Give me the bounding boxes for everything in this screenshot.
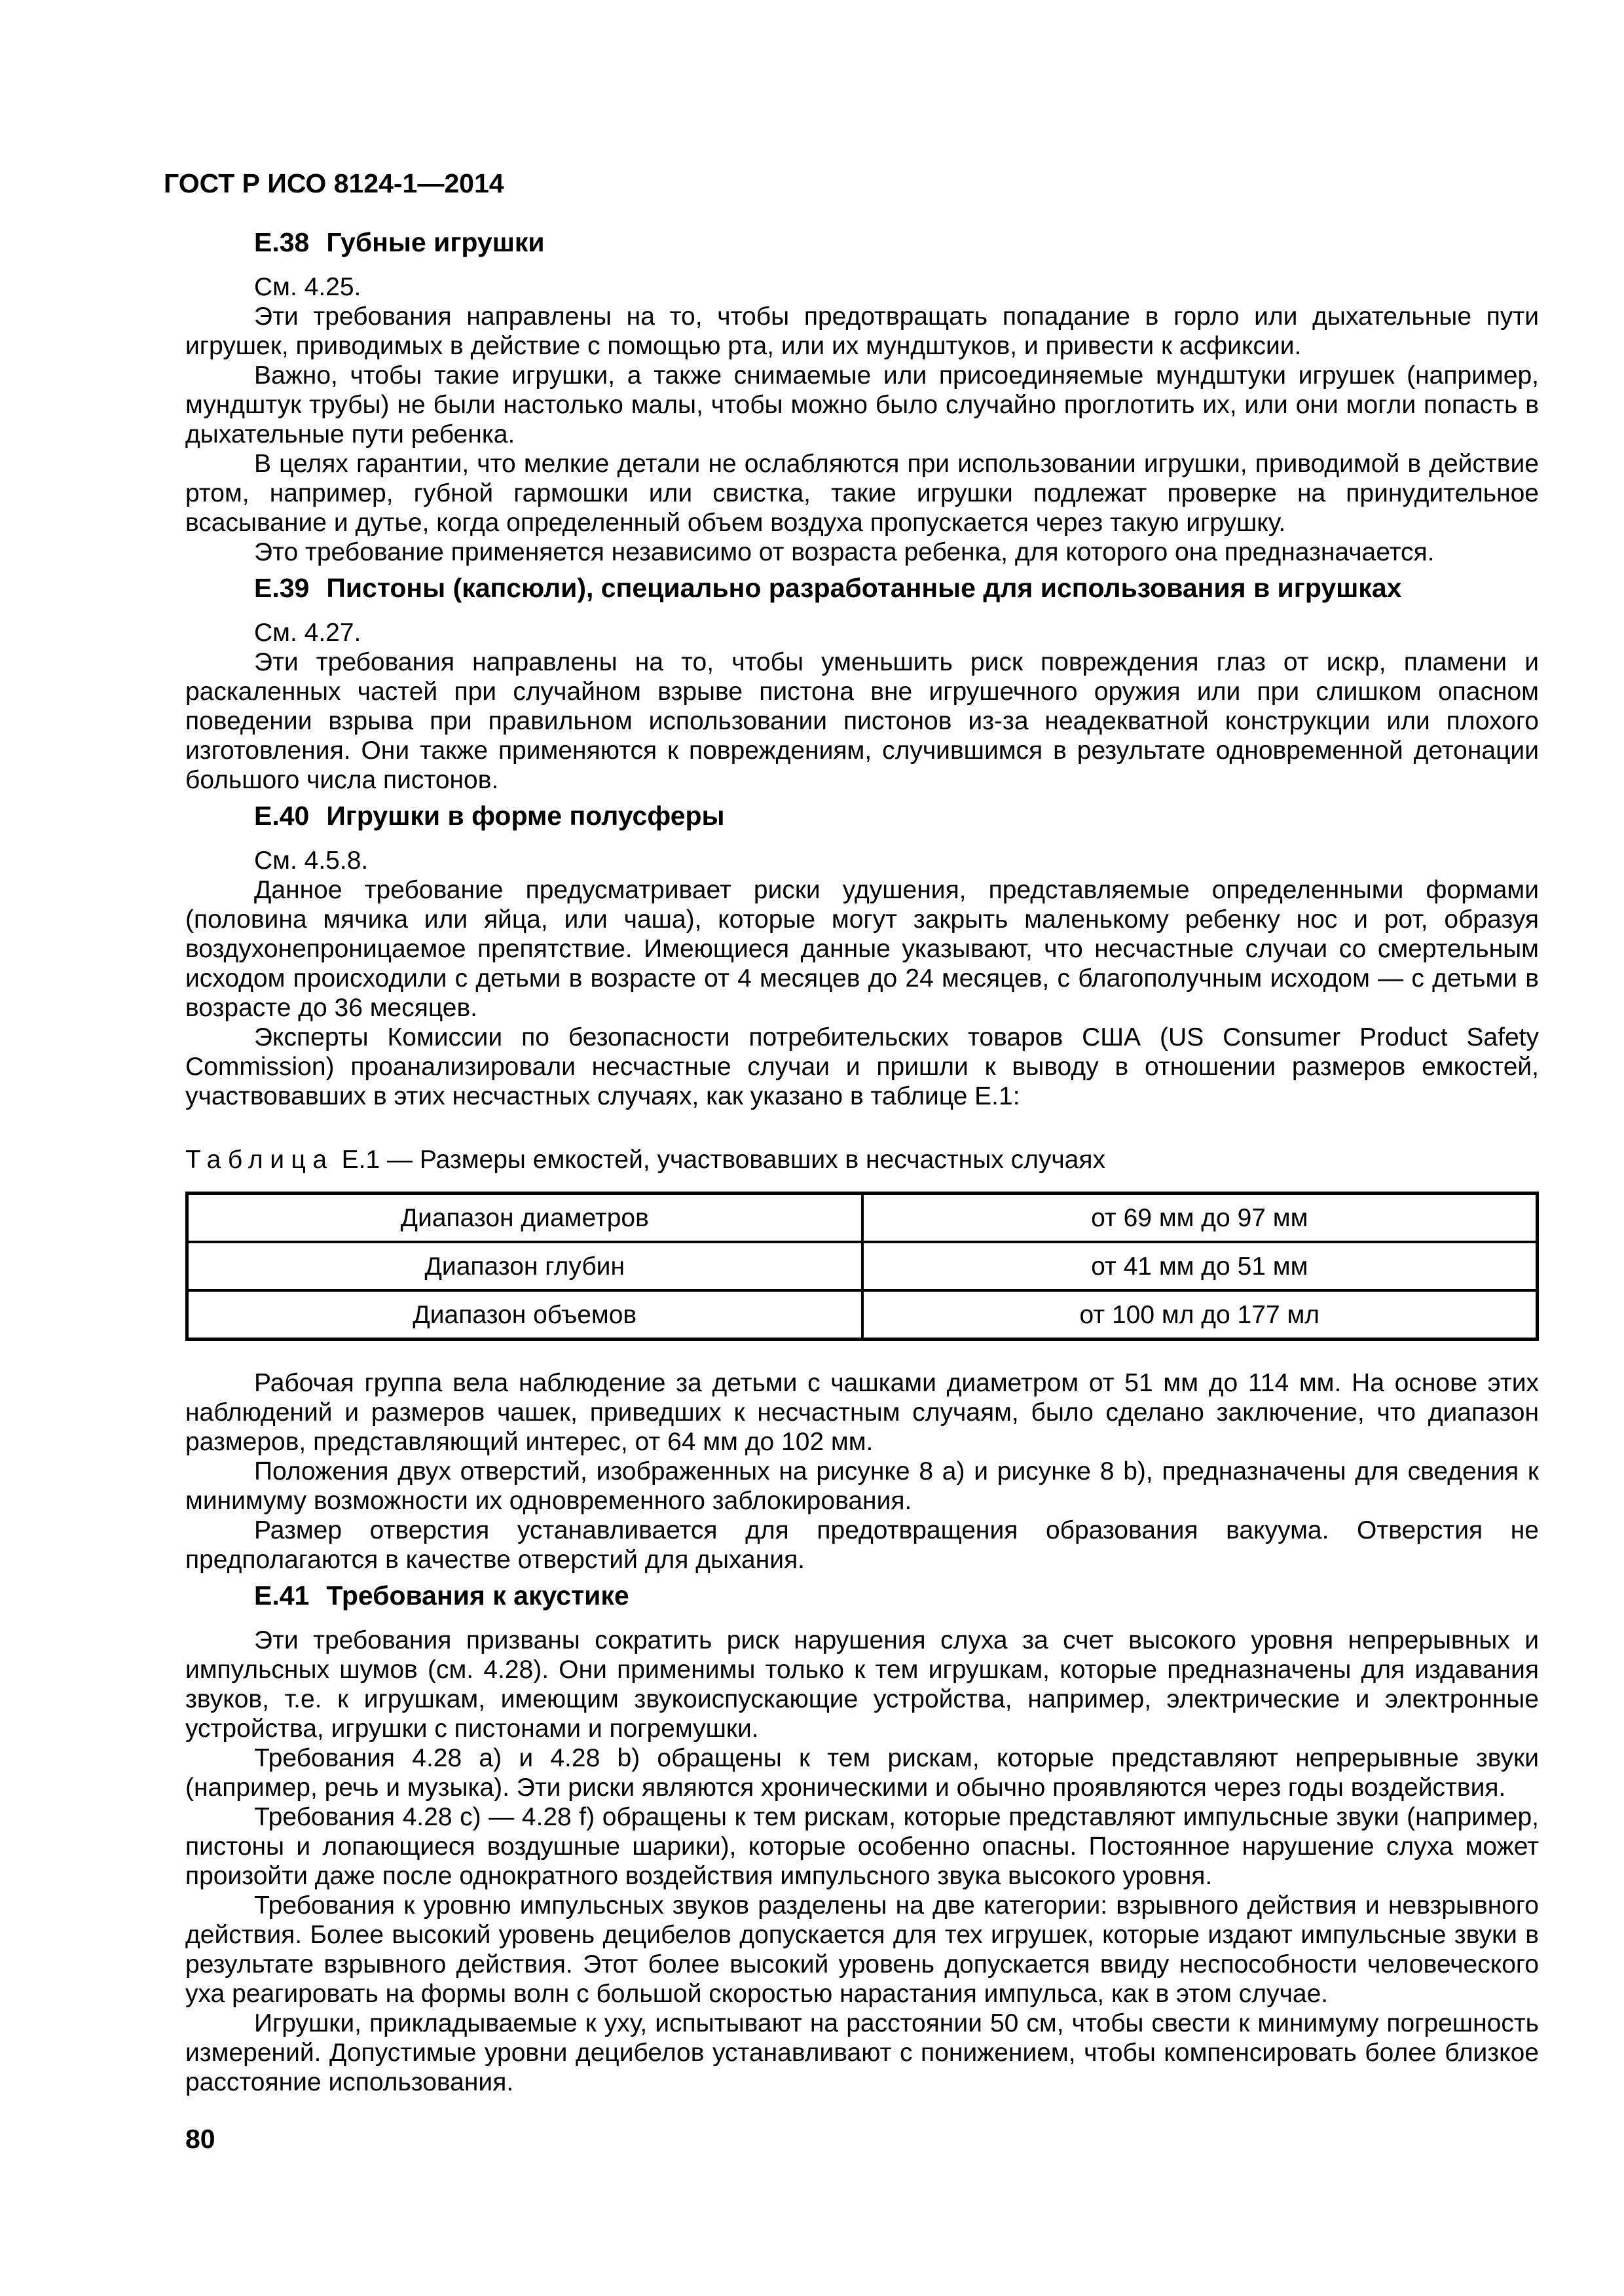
table-caption-text: Е.1 — Размеры емкостей, участвовавших в несчастных случаях: [341, 1146, 1105, 1174]
paragraph: Эти требования направлены на то, чтобы предотвращать попадание в горло или дыхательные пути игрушек, приводимых в действие с помощью рта, или их мундштуков, и привести к асфиксии.: [185, 302, 1539, 360]
table-row: [187, 1242, 1538, 1290]
table-e1: [185, 1192, 1539, 1341]
paragraph: См. 4.25.: [254, 273, 361, 301]
table-cell-label: Диапазон объемов: [187, 1290, 862, 1339]
paragraph: Игрушки, прикладываемые к уху, испытывают на расстоянии 50 см, чтобы свести к минимуму погрешность измерений. Допустимые уровни децибелов устанавливают с понижением, чтобы компенсировать более близкое расстояние использования.: [185, 2009, 1539, 2096]
paragraph: Эксперты Комиссии по безопасности потребительских товаров США (US Consumer Product Safety Commission) проанализировали несчастные случаи и пришли к выводу в отношении размеров емкостей, участвовавших в этих несчастных случаях, как указано в таблице Е.1:: [185, 1023, 1539, 1110]
section-title: Губные игрушки: [326, 227, 545, 257]
paragraph: См. 4.27.: [254, 619, 361, 647]
table-row: [187, 1194, 1538, 1243]
table-row: [187, 1290, 1538, 1339]
table-cell-value: от 69 мм до 97 мм: [862, 1194, 1538, 1243]
page-number: 80: [185, 2124, 215, 2154]
table-cell-label: Диапазон глубин: [187, 1242, 862, 1290]
section-number: Е.38: [254, 227, 310, 257]
paragraph: Требования к уровню импульсных звуков разделены на две категории: взрывного действия и невзрывного действия. Более высокий уровень децибелов допускается для тех игрушек, которые издают импульсные звуки в результате взрывного действия. Этот более высокий уровень допускается ввиду неспособности человеческого уха реагировать на формы волн с большой скоростью нарастания импульса, как в этом случае.: [185, 1891, 1539, 2008]
paragraph: Требования 4.28 a) и 4.28 b) обращены к тем рискам, которые представляют непрерывные звуки (например, речь и музыка). Эти риски являются хроническими и обычно проявляются через годы воздействия.: [185, 1744, 1540, 1802]
section-number: Е.40: [254, 801, 310, 831]
table-cell-value: от 41 мм до 51 мм: [862, 1242, 1538, 1290]
table-caption: [185, 1145, 1539, 1175]
paragraph: Эти требования призваны сократить риск нарушения слуха за счет высокого уровня непрерывных и импульсных шумов (см. 4.28). Они применимы только к тем игрушкам, которые предназначены для издавания звуков, т.е. к игрушкам, имеющим звукоиспускающие устройства, например, электрические и электронные устройства, игрушки с пистонами и погремушки.: [185, 1626, 1539, 1743]
section-heading-e39: [185, 574, 1539, 603]
section-heading-e40: [185, 801, 1539, 831]
document-header: ГОСТ Р ИСО 8124-1—2014: [164, 168, 504, 198]
paragraph: Это требование применяется независимо от возраста ребенка, для которого она предназначается.: [254, 538, 1435, 566]
paragraph: См. 4.5.8.: [254, 847, 369, 875]
section-title: Игрушки в форме полусферы: [326, 801, 725, 831]
table-cell-label: Диапазон диаметров: [187, 1194, 862, 1243]
paragraph: Эти требования направлены на то, чтобы уменьшить риск повреждения глаз от искр, пламени и раскаленных частей при случайном взрыве пистона вне игрушечного оружия или при слишком опасном поведении взрыва при правильном использовании пистонов из-за неадекватной конструкции или плохого изготовления. Они также применяются к повреждениям, случившимся в результате одновременной детонации большого числа пистонов.: [185, 648, 1539, 794]
table-cell-value: от 100 мл до 177 мл: [862, 1290, 1538, 1339]
section-title: Требования к акустике: [326, 1580, 629, 1611]
paragraph: Рабочая группа вела наблюдение за детьми с чашками диаметром от 51 мм до 114 мм. На основе этих наблюдений и размеров чашек, приведших к несчастным случаям, было сделано заключение, что диапазон размеров, представляющий интерес, от 64 мм до 102 мм.: [185, 1369, 1539, 1456]
section-number: Е.39: [254, 573, 310, 603]
section-number: Е.41: [254, 1580, 310, 1611]
paragraph: В целях гарантии, что мелкие детали не ослабляются при использовании игрушки, приводимой в действие ртом, например, губной гармошки или свистка, такие игрушки подлежат проверке на принудительное всасывание и дутье, когда определенный объем воздуха пропускается через такую игрушку.: [185, 450, 1539, 537]
section-heading-e38: [185, 228, 1539, 257]
section-title: Пистоны (капсюли), специально разработанные для использования в игрушках: [326, 573, 1402, 603]
paragraph: Положения двух отверстий, изображенных на рисунке 8 a) и рисунке 8 b), предназначены для сведения к минимуму возможности их одновременного заблокирования.: [185, 1457, 1539, 1515]
paragraph: Данное требование предусматривает риски удушения, представляемые определенными формами (половина мячика или яйца, или чаша), которые могут закрыть маленькому ребенку нос и рот, образуя воздухонепроницаемое препятствие. Имеющиеся данные указывают, что несчастные случаи со смертельным исходом происходили с детьми в возрасте от 4 месяцев до 24 месяцев, с благополучным исходом — с детьми в возрасте до 36 месяцев.: [185, 876, 1539, 1022]
paragraph: Размер отверстия устанавливается для предотвращения образования вакуума. Отверстия не предполагаются в качестве отверстий для дыхания.: [185, 1516, 1539, 1574]
paragraph: Важно, чтобы такие игрушки, а также снимаемые или присоединяемые мундштуки игрушек (например, мундштук трубы) не были настолько малы, чтобы можно было случайно проглотить их, или они могли попасть в дыхательные пути ребенка.: [185, 361, 1539, 448]
table-caption-word: Таблица: [185, 1146, 334, 1174]
paragraph: Требования 4.28 c) — 4.28 f) обращены к тем рискам, которые представляют импульсные звуки (например, пистоны и лопающиеся воздушные шарики), которые особенно опасны. Постоянное нарушение слуха может произойти даже после однократного воздействия импульсного звука высокого уровня.: [185, 1803, 1539, 1890]
section-heading-e41: [185, 1581, 1539, 1611]
